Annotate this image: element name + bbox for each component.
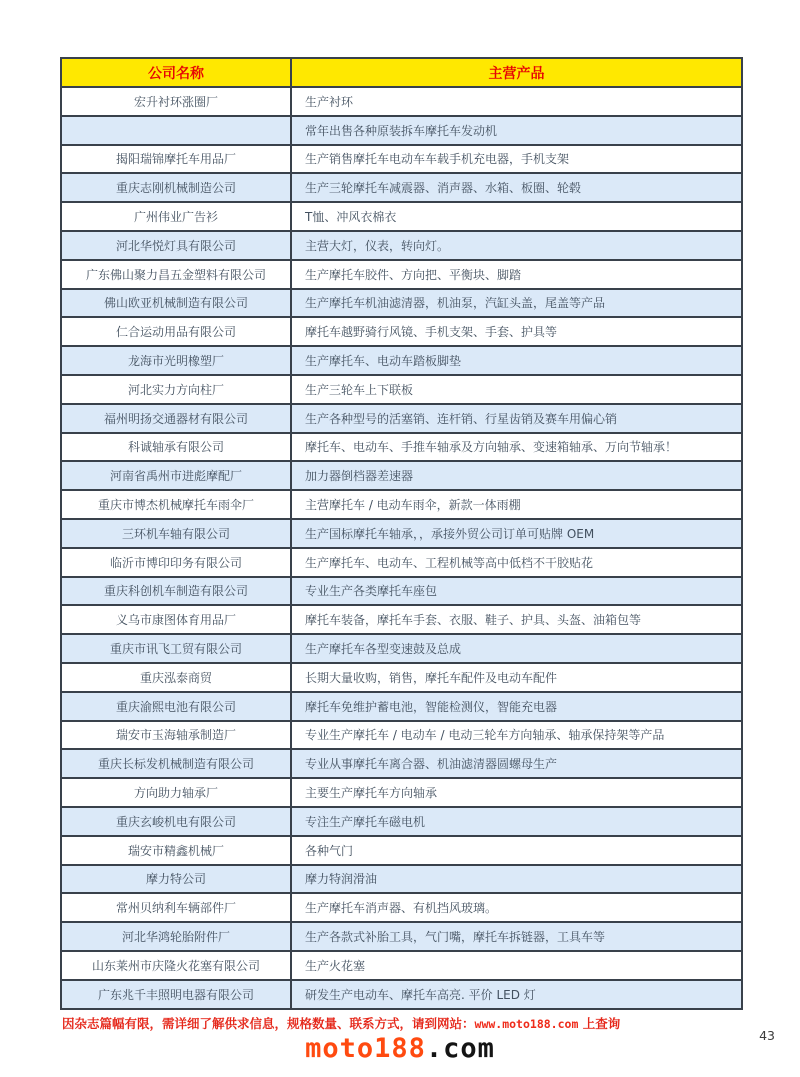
- products-cell: 生产国标摩托车轴承，，承接外贸公司订单可贴牌 OEM: [291, 519, 742, 548]
- company-cell: 仁合运动用品有限公司: [61, 317, 291, 346]
- footer-notice-suffix: 上查询: [578, 1016, 621, 1031]
- table-row: [61, 951, 742, 980]
- products-cell: 各种气门: [291, 836, 742, 865]
- table-row: [61, 173, 742, 202]
- supplier-table: [60, 57, 743, 1010]
- company-cell: 重庆泓泰商贸: [61, 663, 291, 692]
- products-cell: 生产摩托车各型变速鼓及总成: [291, 634, 742, 663]
- products-cell: 专业从事摩托车离合器、机油滤清器圆螺母生产: [291, 749, 742, 778]
- company-cell: 山东莱州市庆隆火花塞有限公司: [61, 951, 291, 980]
- company-cell: 河北华鸿轮胎附件厂: [61, 922, 291, 951]
- company-cell: 河北华悦灯具有限公司: [61, 231, 291, 260]
- logo-tld-text: .com: [425, 1033, 495, 1064]
- company-cell: 摩力特公司: [61, 865, 291, 894]
- company-cell: 揭阳瑞锦摩托车用品厂: [61, 145, 291, 174]
- company-cell: 广州伟业广告衫: [61, 202, 291, 231]
- products-cell: 摩托车越野骑行风镜、手机支架、手套、护具等: [291, 317, 742, 346]
- company-cell: 广东兆千丰照明电器有限公司: [61, 980, 291, 1009]
- products-cell: 常年出售各种原装拆车摩托车发动机: [291, 116, 742, 145]
- products-cell: 专注生产摩托车磁电机: [291, 807, 742, 836]
- products-cell: 摩托车、电动车、手推车轴承及方向轴承、变速箱轴承、万向节轴承！: [291, 433, 742, 462]
- products-cell: 主要生产摩托车方向轴承: [291, 778, 742, 807]
- products-cell: 生产摩托车、电动车踏板脚垫: [291, 346, 742, 375]
- company-cell: 义乌市康图体育用品厂: [61, 605, 291, 634]
- table-row: [61, 548, 742, 577]
- company-cell: 广东佛山聚力昌五金塑料有限公司: [61, 260, 291, 289]
- products-cell: 专业生产各类摩托车座包: [291, 577, 742, 606]
- company-cell: 瑞安市精鑫机械厂: [61, 836, 291, 865]
- table-row: [61, 577, 742, 606]
- company-cell: 重庆市讯飞工贸有限公司: [61, 634, 291, 663]
- products-cell: 长期大量收购，销售，摩托车配件及电动车配件: [291, 663, 742, 692]
- table-header-row: [61, 58, 742, 87]
- table-row: [61, 404, 742, 433]
- products-cell: 生产三轮车上下联板: [291, 375, 742, 404]
- products-cell: 生产火花塞: [291, 951, 742, 980]
- footer-notice: [62, 1014, 620, 1032]
- company-cell: 常州贝纳利车辆部件厂: [61, 893, 291, 922]
- products-cell: 生产摩托车消声器、有机挡风玻璃。: [291, 893, 742, 922]
- table-row: [61, 433, 742, 462]
- products-cell: 专业生产摩托车 / 电动车 / 电动三轮车方向轴承、轴承保持架等产品: [291, 721, 742, 750]
- products-cell: 主营大灯，仪表，转向灯。: [291, 231, 742, 260]
- logo-name-text: moto188: [305, 1033, 426, 1064]
- footer-notice-text: 因杂志篇幅有限，需详细了解供求信息，规格数量、联系方式，请到网站：: [62, 1016, 475, 1031]
- products-cell: 主营摩托车 / 电动车雨伞，新款一体雨棚: [291, 490, 742, 519]
- footer-website-url: www.moto188.com: [474, 1017, 579, 1031]
- company-cell: 重庆志刚机械制造公司: [61, 173, 291, 202]
- products-cell: 生产摩托车胶件、方向把、平衡块、脚踏: [291, 260, 742, 289]
- table-row: [61, 116, 742, 145]
- company-cell: 福州明扬交通器材有限公司: [61, 404, 291, 433]
- table-row: [61, 663, 742, 692]
- company-cell: 方向助力轴承厂: [61, 778, 291, 807]
- company-cell: 宏升衬环涨圈厂: [61, 87, 291, 116]
- table-row: [61, 317, 742, 346]
- table-row: [61, 807, 742, 836]
- products-cell: 加力器倒档器差速器: [291, 461, 742, 490]
- table-row: [61, 87, 742, 116]
- products-cell: T恤、冲风衣棉衣: [291, 202, 742, 231]
- company-cell: 重庆市博杰机械摩托车雨伞厂: [61, 490, 291, 519]
- table-row: [61, 922, 742, 951]
- table-row: [61, 202, 742, 231]
- company-cell: 龙海市光明橡塑厂: [61, 346, 291, 375]
- products-cell: 摩力特润滑油: [291, 865, 742, 894]
- company-cell: [61, 116, 291, 145]
- table-row: [61, 260, 742, 289]
- products-cell: 生产摩托车、电动车、工程机械等高中低档不干胶贴花: [291, 548, 742, 577]
- table-row: [61, 893, 742, 922]
- table-row: [61, 749, 742, 778]
- table-row: [61, 519, 742, 548]
- table-row: [61, 865, 742, 894]
- company-cell: 河北实力方向柱厂: [61, 375, 291, 404]
- company-cell: 重庆渝熙电池有限公司: [61, 692, 291, 721]
- company-cell: 重庆玄峻机电有限公司: [61, 807, 291, 836]
- table-row: [61, 721, 742, 750]
- products-cell: 生产销售摩托车电动车车载手机充电器，手机支架: [291, 145, 742, 174]
- company-cell: 河南省禹州市进彪摩配厂: [61, 461, 291, 490]
- table-row: [61, 836, 742, 865]
- site-logo: [0, 1033, 800, 1064]
- company-cell: 三环机车轴有限公司: [61, 519, 291, 548]
- table-row: [61, 461, 742, 490]
- table-row: [61, 490, 742, 519]
- column-header-company: 公司名称: [61, 58, 291, 87]
- page-number: 43: [759, 1028, 775, 1043]
- company-cell: 科诚轴承有限公司: [61, 433, 291, 462]
- table-row: [61, 605, 742, 634]
- table-row: [61, 980, 742, 1009]
- column-header-products: 主营产品: [291, 58, 742, 87]
- company-cell: 临沂市博印印务有限公司: [61, 548, 291, 577]
- table-row: [61, 692, 742, 721]
- table-row: [61, 375, 742, 404]
- company-cell: 重庆科创机车制造有限公司: [61, 577, 291, 606]
- table-row: [61, 145, 742, 174]
- table-row: [61, 289, 742, 318]
- products-cell: 生产衬环: [291, 87, 742, 116]
- table-row: [61, 634, 742, 663]
- table-row: [61, 778, 742, 807]
- table-row: [61, 346, 742, 375]
- table-row: [61, 231, 742, 260]
- company-cell: 瑞安市玉海轴承制造厂: [61, 721, 291, 750]
- products-cell: 生产摩托车机油滤清器，机油泵，汽缸头盖，尾盖等产品: [291, 289, 742, 318]
- products-cell: 研发生产电动车、摩托车高亮. 平价 LED 灯: [291, 980, 742, 1009]
- products-cell: 摩托车免维护蓄电池，智能检测仪，智能充电器: [291, 692, 742, 721]
- products-cell: 摩托车装备，摩托车手套、衣服、鞋子、护具、头盔、油箱包等: [291, 605, 742, 634]
- products-cell: 生产各款式补胎工具，气门嘴，摩托车拆链器，工具车等: [291, 922, 742, 951]
- company-cell: 佛山欧亚机械制造有限公司: [61, 289, 291, 318]
- products-cell: 生产三轮摩托车减震器、消声器、水箱、板圈、轮毂: [291, 173, 742, 202]
- company-cell: 重庆长标发机械制造有限公司: [61, 749, 291, 778]
- products-cell: 生产各种型号的活塞销、连杆销、行星齿销及赛车用偏心销: [291, 404, 742, 433]
